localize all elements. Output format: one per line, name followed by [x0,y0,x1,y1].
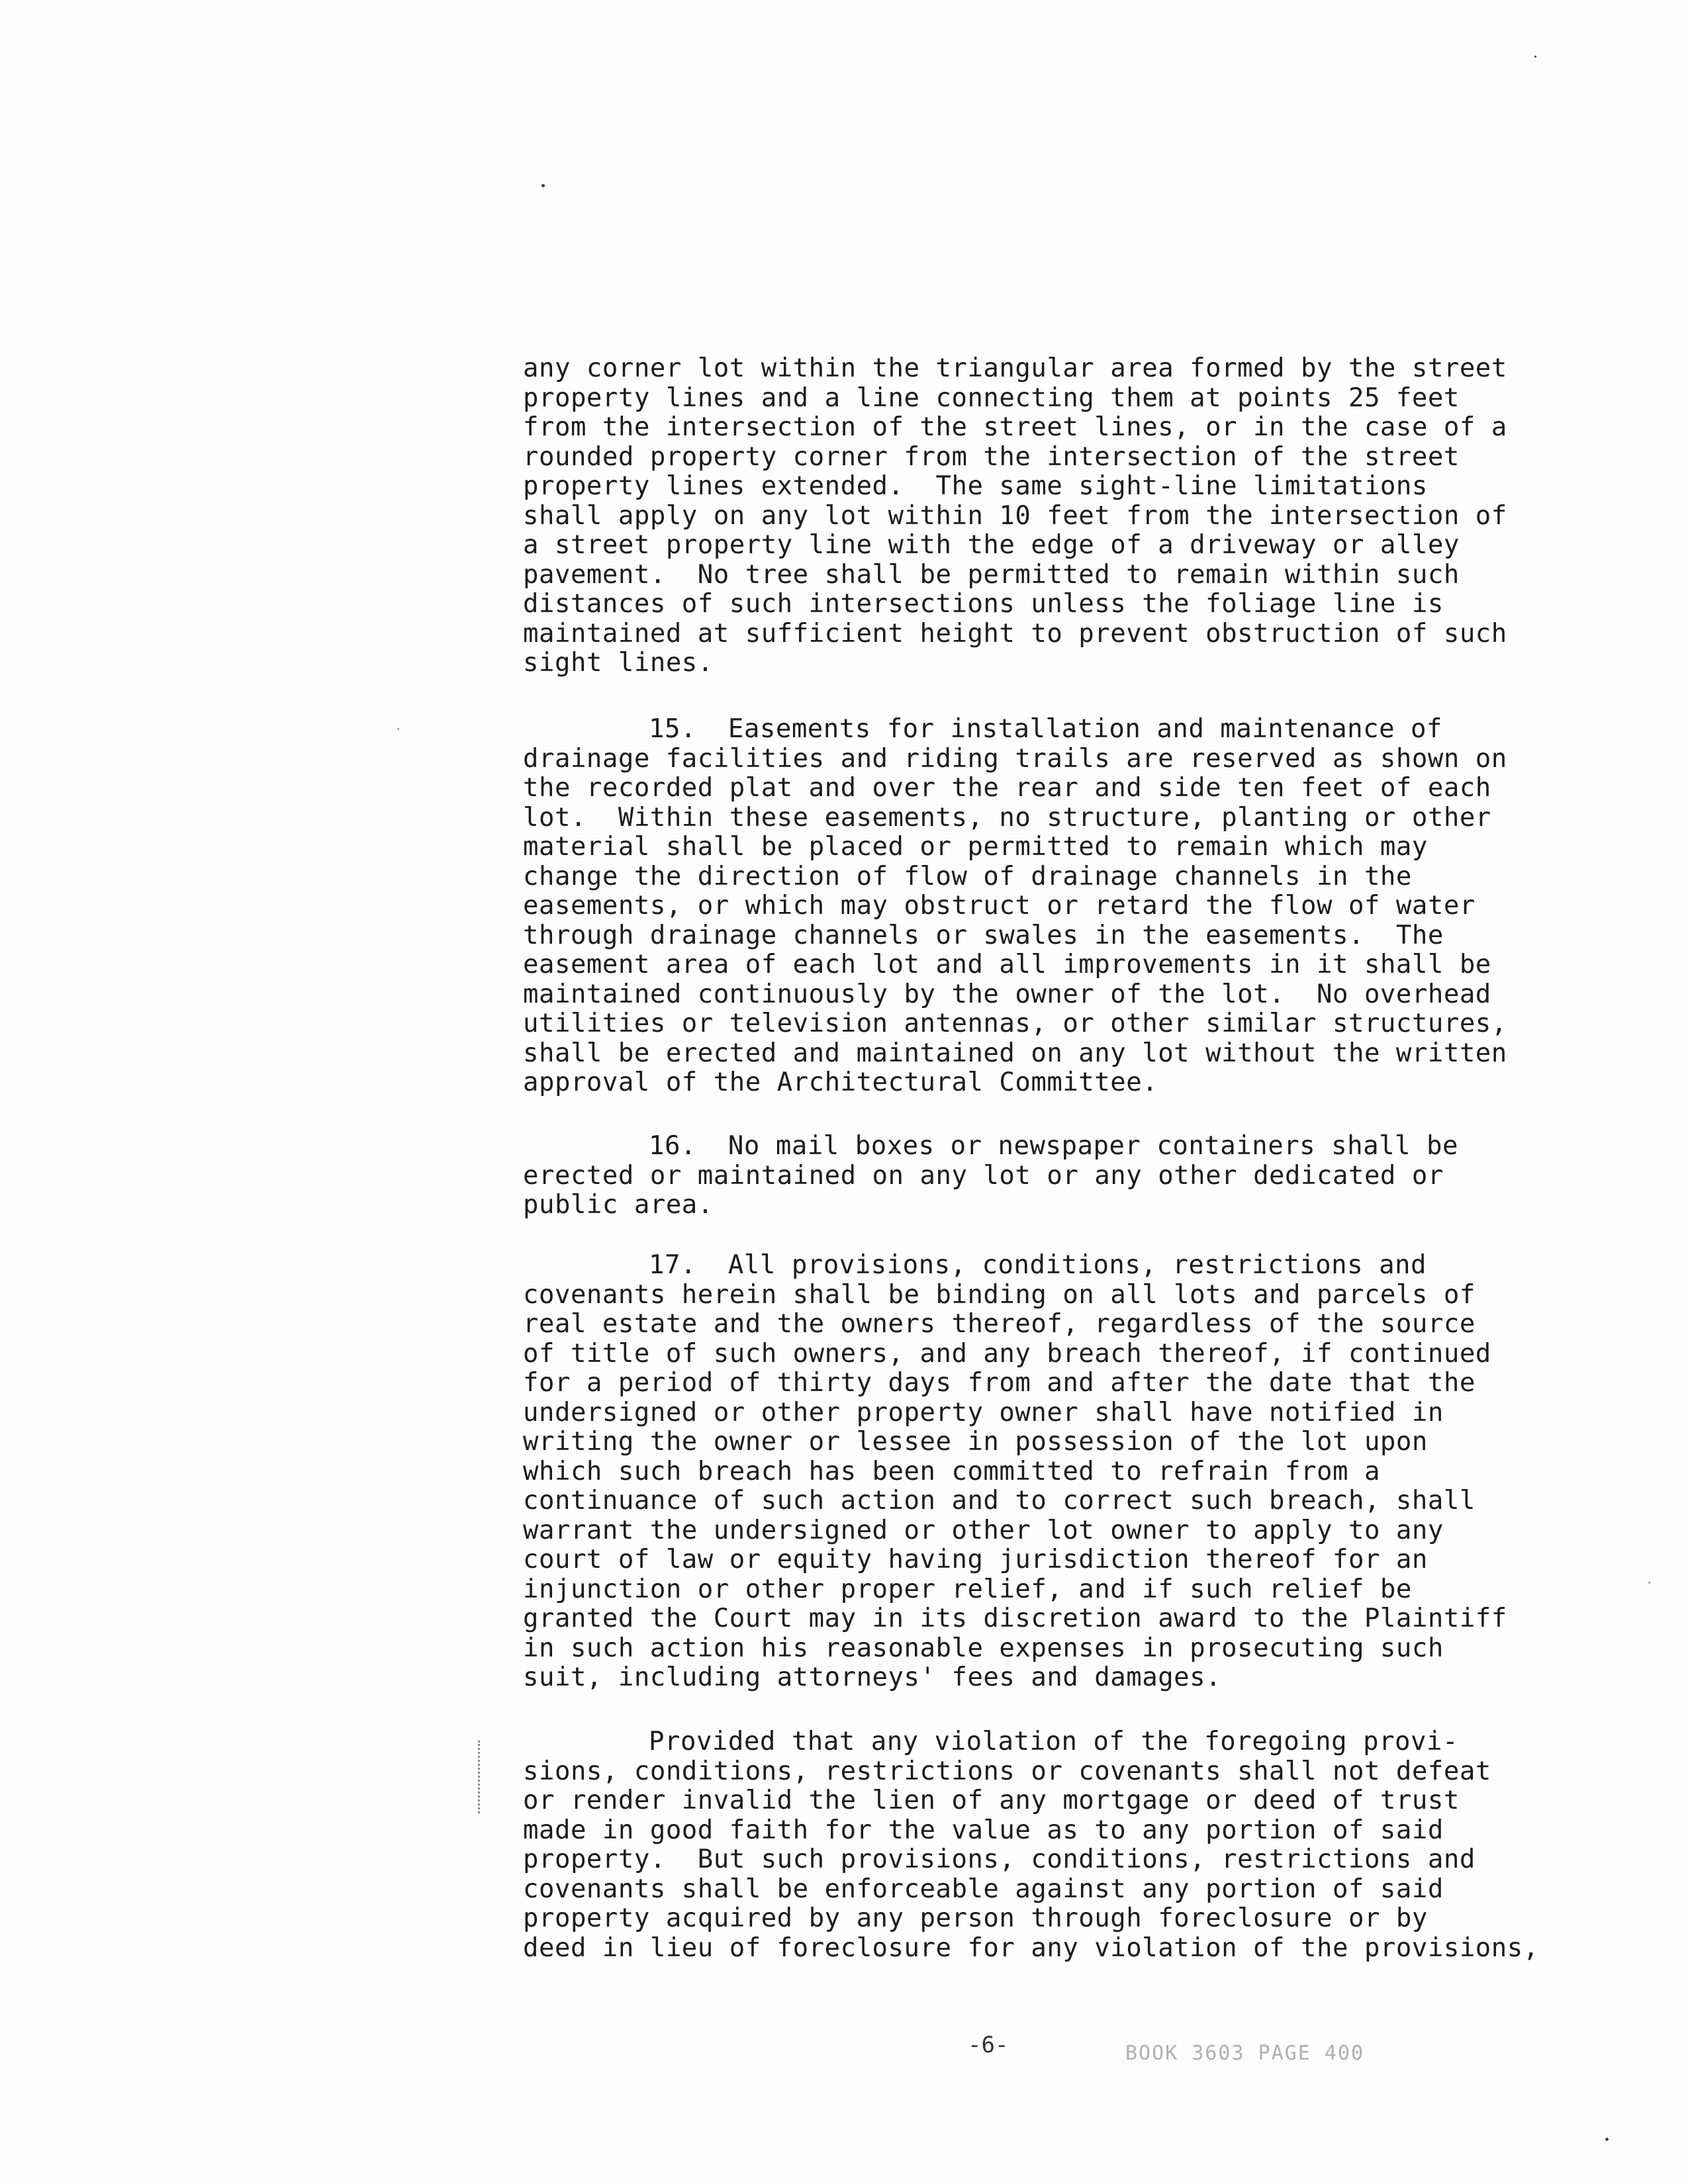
text-line: or render invalid the lien of any mortgage or deed of trust [523,1786,1460,1815]
text-line: suit, including attorneys' fees and damages. [523,1662,1222,1692]
text-line: the recorded plat and over the rear and side ten feet of each [523,773,1491,803]
text-line: injunction or other proper relief, and if such relief be [523,1574,1412,1604]
text-line: maintained at sufficient height to prevent obstruction of such [523,618,1507,649]
text-line: easements, or which may obstruct or retard the flow of water [523,891,1476,921]
text-line: in such action his reasonable expenses in prosecuting such [523,1633,1444,1663]
text-line: 15. Easements for installation and maintenance of [649,714,1442,744]
text-line: any corner lot within the triangular area formed by the street [523,353,1507,383]
section-16-paragraph [523,1132,1516,1220]
text-line: sions, conditions, restrictions or covenants shall not defeat [523,1756,1491,1786]
text-line: utilities or television antennas, or other similar structures, [523,1009,1507,1038]
text-line: Provided that any violation of the foregoing provi- [649,1727,1458,1756]
page-number: -6- [968,2032,1009,2058]
text-line: shall be erected and maintained on any lot without the written [523,1038,1507,1068]
scan-speck [1605,2138,1609,2141]
text-line: erected or maintained on any lot or any other dedicated or [523,1160,1444,1191]
text-line: undersigned or other property owner shall have notified in [523,1397,1444,1428]
text-line: granted the Court may in its discretion award to the Plaintiff [523,1604,1507,1633]
text-line: covenants shall be enforceable against any portion of said [523,1874,1444,1904]
text-line: property acquired by any person through foreclosure or by [523,1903,1428,1933]
text-line: lot. Within these easements, no structure, planting or other [523,802,1491,833]
text-line: writing the owner or lessee in possession of the lot upon [523,1427,1428,1457]
continuation-paragraph [523,354,1516,678]
text-line: property lines and a line connecting them at points 25 feet [523,383,1460,413]
section-17-paragraph [523,1251,1516,1693]
text-line: court of law or equity having jurisdiction thereof for an [523,1545,1428,1574]
scan-speck [541,184,545,187]
text-line: approval of the Architectural Committee. [523,1068,1158,1097]
text-line: of title of such owners, and any breach thereof, if continued [523,1338,1491,1369]
text-line: material shall be placed or permitted to remain which may [523,832,1428,862]
text-line: warrant the undersigned or other lot owner to apply to any [523,1515,1444,1545]
text-line: through drainage channels or swales in the easements. The [523,920,1444,950]
text-line: for a period of thirty days from and after the date that the [523,1368,1476,1398]
scan-speck [1648,1582,1650,1584]
text-line: public area. [523,1190,714,1220]
text-line: continuance of such action and to correct such breach, shall [523,1486,1476,1516]
proviso-paragraph [523,1727,1539,1963]
text-line: rounded property corner from the intersection of the street [523,441,1460,472]
text-line: easement area of each lot and all improvements in it shall be [523,950,1491,979]
text-line: maintained continuously by the owner of the lot. No overhead [523,979,1491,1009]
text-line: shall apply on any lot within 10 feet from the intersection of [523,500,1507,531]
text-line: distances of such intersections unless the foliage line is [523,589,1444,619]
text-line: 16. No mail boxes or newspaper containers shall be [649,1131,1458,1161]
text-line: 17. All provisions, conditions, restrictions and [649,1250,1427,1280]
text-line: drainage facilities and riding trails are reserved as shown on [523,743,1507,774]
scan-speck [397,728,399,730]
text-line: made in good faith for the value as to any portion of said [523,1815,1444,1845]
text-line: property lines extended. The same sight-line limitations [523,471,1428,501]
text-line: covenants herein shall be binding on all lots and parcels of [523,1279,1476,1310]
text-line: which such breach has been committed to refrain from a [523,1456,1380,1486]
margin-mark [478,1741,484,1813]
text-line: change the direction of flow of drainage channels in the [523,861,1412,891]
text-line: property. But such provisions, conditions, restrictions and [523,1844,1476,1874]
text-line: a street property line with the edge of a driveway or alley [523,530,1460,560]
section-15-paragraph [523,715,1516,1098]
text-line: pavement. No tree shall be permitted to remain within such [523,559,1460,590]
text-line: from the intersection of the street lines, or in the case of a [523,412,1507,442]
text-line: deed in lieu of foreclosure for any violation of the provisions, [523,1933,1539,1963]
scan-speck [1534,56,1536,58]
text-line: real estate and the owners thereof, regardless of the source [523,1309,1476,1339]
recording-stamp: BOOK 3603 PAGE 400 [1125,2042,1365,2065]
text-line: sight lines. [523,648,714,678]
